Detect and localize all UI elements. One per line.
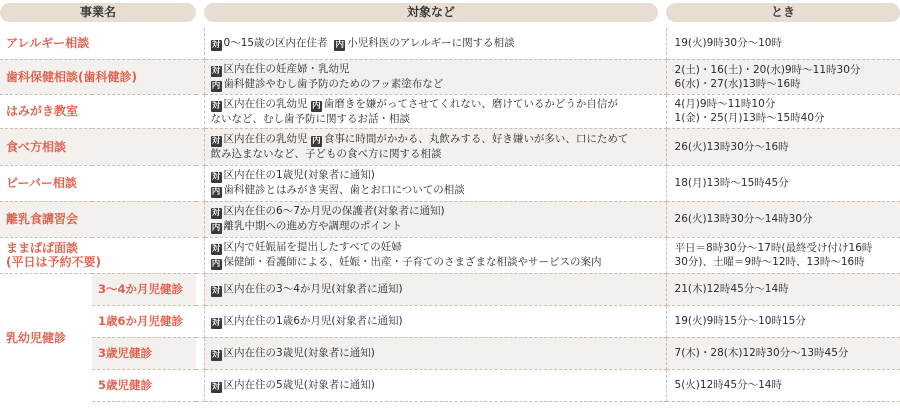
time-text: 5(火)12時45分～14時 <box>666 369 900 401</box>
content-badge-icon: 内 <box>312 136 321 146</box>
content-text: 歯科健診とはみがき実習、歯とお口についての相談 <box>223 184 465 196</box>
table-row <box>0 305 900 337</box>
time-text: 平日＝8時30分～17時(最終受け付け16時 <box>674 242 873 254</box>
target-text: 区内在住の1歳6か月児(対象者に通知) <box>223 314 403 327</box>
table-row <box>0 165 900 201</box>
event-name: はみがき教室 <box>0 94 196 128</box>
content-text: 保健師・看護師による、妊娠・出産・子育てのさまざまな相談やサービスの案内 <box>223 256 602 268</box>
content-badge-icon: 内 <box>211 259 221 269</box>
time-cell <box>666 59 900 94</box>
content-badge-icon: 内 <box>211 80 221 91</box>
target-badge-icon: 対 <box>211 244 221 254</box>
target-badge-icon: 対 <box>211 100 221 111</box>
event-name: 歯科保健相談(歯科健診) <box>0 59 196 94</box>
target-cell <box>204 94 666 128</box>
target-cell <box>204 28 666 59</box>
time-text: 4(月)9時～11時10分 <box>674 98 776 110</box>
table-row <box>0 94 900 128</box>
target-badge-icon: 対 <box>211 172 221 182</box>
event-name-main: ままぱぱ面談 <box>6 241 79 255</box>
event-name <box>0 237 196 273</box>
time-cell <box>666 28 900 59</box>
target-text: 区内在住の5歳児(対象者に通知) <box>223 378 375 391</box>
target-text: 区内在住の1歳児(対象者に通知) <box>223 169 375 181</box>
target-text: 区内在住の乳幼児 <box>223 97 308 110</box>
sub-event-name: 3～4か月児健診 <box>92 273 196 305</box>
target-cell <box>204 369 666 401</box>
time-cell <box>666 237 900 273</box>
target-badge-icon: 対 <box>211 317 221 328</box>
target-badge-icon: 対 <box>211 136 221 146</box>
target-cell <box>204 273 666 305</box>
event-name-note: (平日は予約不要) <box>6 255 101 269</box>
content-text: 歯磨きを嫌がってさせてくれない、磨けているかどうか自信が <box>323 97 618 110</box>
time-cell <box>666 128 900 165</box>
target-cell <box>204 59 666 94</box>
table-row <box>0 237 900 273</box>
event-name: 食べ方相談 <box>0 128 196 165</box>
content-badge-icon: 内 <box>335 39 344 50</box>
content-text: 離乳中期への進め方や調理のポイント <box>223 220 403 232</box>
time-text: 26(火)13時30分～16時 <box>674 140 789 153</box>
time-text: 30分)、土曜＝9時～12時、13時～16時 <box>674 256 865 268</box>
time-text: 18(月)13時～15時45分 <box>674 177 789 189</box>
content-badge-icon: 内 <box>211 223 221 233</box>
sub-event-name: 3歳児健診 <box>92 337 196 369</box>
target-cell <box>204 165 666 201</box>
time-cell <box>666 201 900 237</box>
target-badge-icon: 対 <box>211 349 221 360</box>
target-cell <box>204 201 666 237</box>
target-badge-icon: 対 <box>211 381 221 392</box>
group-name: 乳幼児健診 <box>0 273 92 401</box>
time-text: 7(木)・28(木)12時30分～13時45分 <box>666 337 900 369</box>
header-time: とき <box>666 3 900 22</box>
target-cell <box>204 128 666 165</box>
target-badge-icon: 対 <box>211 285 221 296</box>
target-cell <box>204 337 666 369</box>
time-text: 2(土)・16(土)・20(水)9時～11時30分 <box>674 63 861 76</box>
target-badge-icon: 対 <box>211 39 221 50</box>
event-name: ピーバー相談 <box>0 165 196 201</box>
table-row <box>0 337 900 369</box>
time-text: 19(火)9時30分～10時 <box>674 37 782 50</box>
table-row <box>0 201 900 237</box>
header-event-name: 事業名 <box>0 3 196 22</box>
content-text-cont: ないなど、むし歯予防に関するお話・相談 <box>210 112 411 125</box>
event-name: 離乳食講習会 <box>0 201 196 237</box>
target-text: 区内在住の3～4か月児(対象者に通知) <box>223 282 403 295</box>
target-text: 区内在住の3歳児(対象者に通知) <box>223 346 375 359</box>
time-text: 6(水)・27(水)13時～16時 <box>674 77 801 90</box>
content-text: 食事に時間がかかる、丸飲みする、好き嫌いが多い、口にためて <box>323 133 629 145</box>
content-badge-icon: 内 <box>211 187 221 197</box>
target-cell <box>204 237 666 273</box>
target-text: 区内在住の6～7か月児の保護者(対象者に通知) <box>223 205 445 217</box>
target-text: 区内在住の妊産婦・乳幼児 <box>223 62 350 75</box>
target-text: 区内で妊娠届を提出したすべての妊婦 <box>223 241 402 253</box>
time-cell <box>666 94 900 128</box>
table-row <box>0 59 900 94</box>
content-text: 歯科健診やむし歯予防のためのフッ素塗布など <box>223 77 444 90</box>
target-badge-icon: 対 <box>211 208 221 218</box>
event-name: アレルギー相談 <box>0 28 196 59</box>
sub-event-name: 1歳6か月児健診 <box>92 305 196 337</box>
content-badge-icon: 内 <box>312 100 321 111</box>
schedule-grid <box>0 28 900 402</box>
time-text: 26(火)13時30分～14時30分 <box>674 213 813 225</box>
table-row <box>0 369 900 401</box>
target-text: 区内在住の乳幼児 <box>223 133 308 145</box>
time-text: 1(金)・25(月)13時～15時40分 <box>674 112 825 124</box>
target-badge-icon: 対 <box>211 65 221 76</box>
time-text: 21(木)12時45分～14時 <box>666 273 900 305</box>
content-text: 小児科医のアレルギーに関する相談 <box>347 36 515 49</box>
sub-event-name: 5歳児健診 <box>92 369 196 401</box>
header-target: 対象など <box>204 3 658 22</box>
table-row <box>0 28 900 59</box>
content-text-cont: 飲み込まないなど、子どもの食べ方に関する相談 <box>210 148 442 160</box>
table-row <box>0 128 900 165</box>
target-cell <box>204 305 666 337</box>
table-row <box>0 273 900 305</box>
time-text: 19(火)9時15分～10時15分 <box>666 305 900 337</box>
time-cell <box>666 165 900 201</box>
target-text: 0～15歳の区内在住者 <box>223 36 328 49</box>
